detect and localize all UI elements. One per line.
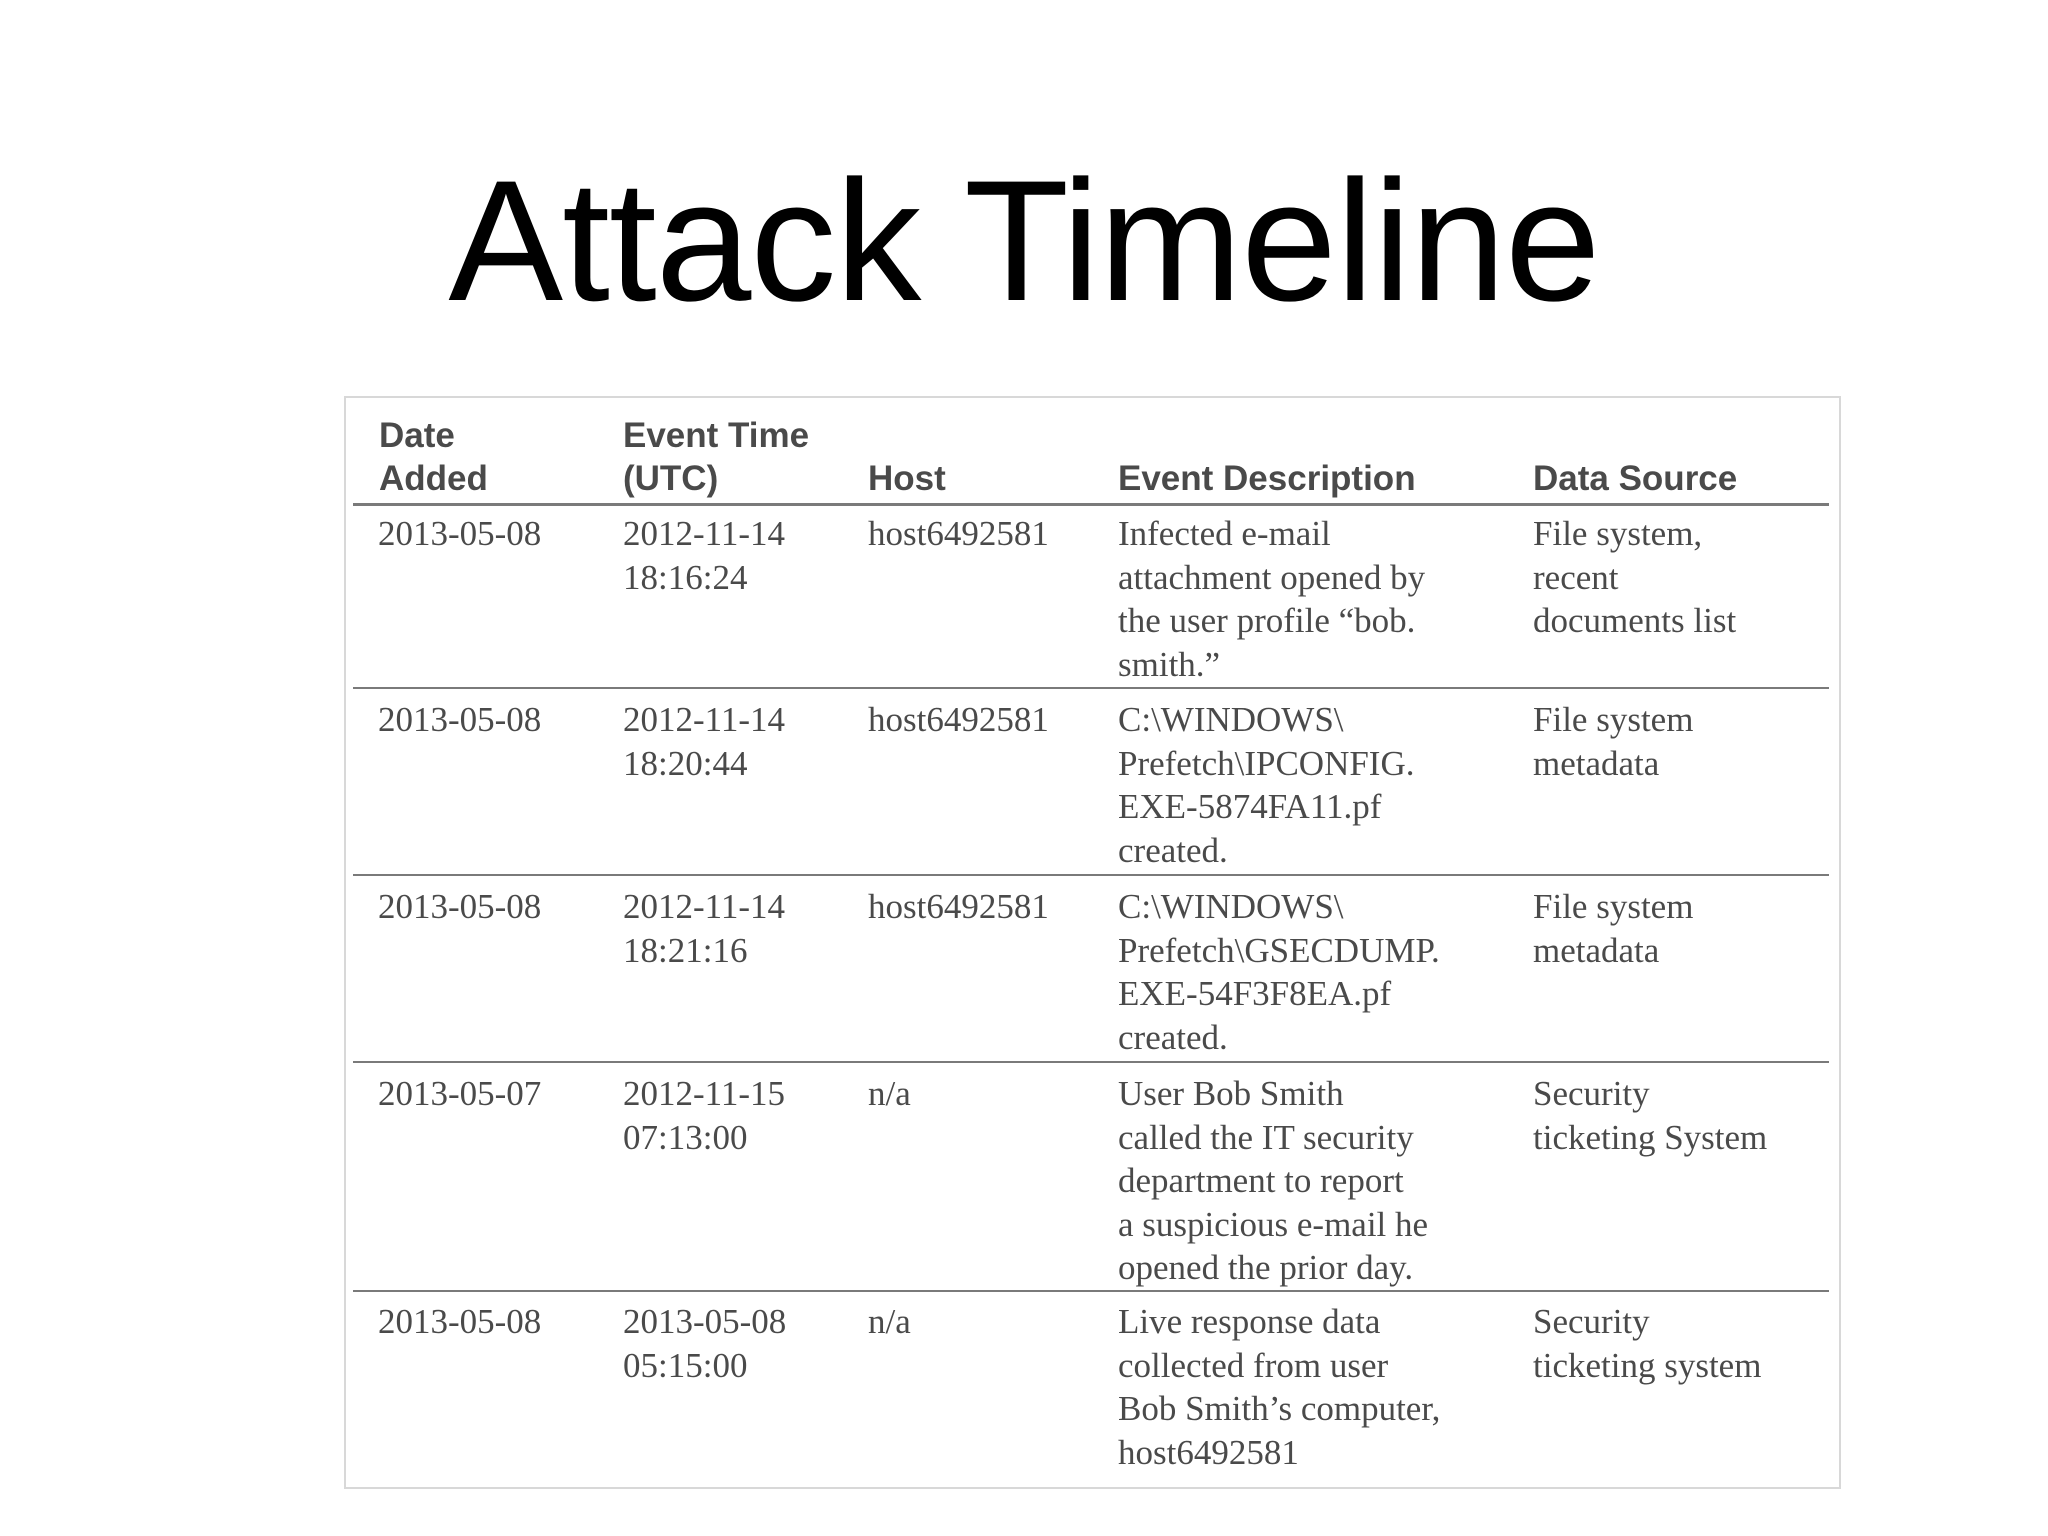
cell-data-source: Security ticketing System (1533, 1074, 1768, 1157)
cell-date-added: 2013-05-08 (378, 514, 542, 553)
cell-event-description: User Bob Smith called the IT security department to report a suspicious e-mail he opened the prior day. (1118, 1074, 1429, 1287)
cell-event-description: C:\WINDOWS\ Prefetch\IPCONFIG. EXE-5874FA11.pf created. (1118, 700, 1415, 870)
cell-host: host6492581 (868, 887, 1049, 926)
slide-title: Attack Timeline (448, 145, 1600, 337)
row-divider (353, 1061, 1829, 1063)
row-divider (353, 1290, 1829, 1292)
header-host: Host (868, 459, 946, 498)
cell-date-added: 2013-05-07 (378, 1074, 542, 1113)
cell-event-description: C:\WINDOWS\ Prefetch\GSECDUMP. EXE-54F3F8EA.pf created. (1118, 887, 1440, 1057)
cell-host: host6492581 (868, 700, 1049, 739)
cell-host: n/a (868, 1074, 911, 1113)
header-date-added: Date Added (379, 416, 488, 498)
cell-date-added: 2013-05-08 (378, 700, 542, 739)
cell-event-description: Infected e-mail attachment opened by the user profile “bob. smith.” (1118, 514, 1426, 684)
cell-host: n/a (868, 1302, 911, 1341)
header-event-time: Event Time (UTC) (623, 416, 810, 498)
cell-data-source: File system metadata (1533, 700, 1694, 783)
cell-data-source: File system, recent documents list (1533, 514, 1737, 640)
cell-data-source: Security ticketing system (1533, 1302, 1762, 1385)
cell-event-time: 2012-11-15 07:13:00 (623, 1074, 786, 1157)
cell-data-source: File system metadata (1533, 887, 1694, 970)
row-divider (353, 874, 1829, 876)
row-divider (353, 687, 1829, 689)
header-data-source: Data Source (1533, 459, 1738, 498)
cell-event-time: 2012-11-14 18:21:16 (623, 887, 786, 970)
cell-host: host6492581 (868, 514, 1049, 553)
cell-event-description: Live response data collected from user Bob Smith’s computer, host6492581 (1118, 1302, 1441, 1472)
cell-date-added: 2013-05-08 (378, 887, 542, 926)
cell-event-time: 2013-05-08 05:15:00 (623, 1302, 787, 1385)
header-event-description: Event Description (1118, 459, 1416, 498)
cell-date-added: 2013-05-08 (378, 1302, 542, 1341)
header-divider (353, 503, 1829, 506)
cell-event-time: 2012-11-14 18:20:44 (623, 700, 786, 783)
cell-event-time: 2012-11-14 18:16:24 (623, 514, 786, 597)
